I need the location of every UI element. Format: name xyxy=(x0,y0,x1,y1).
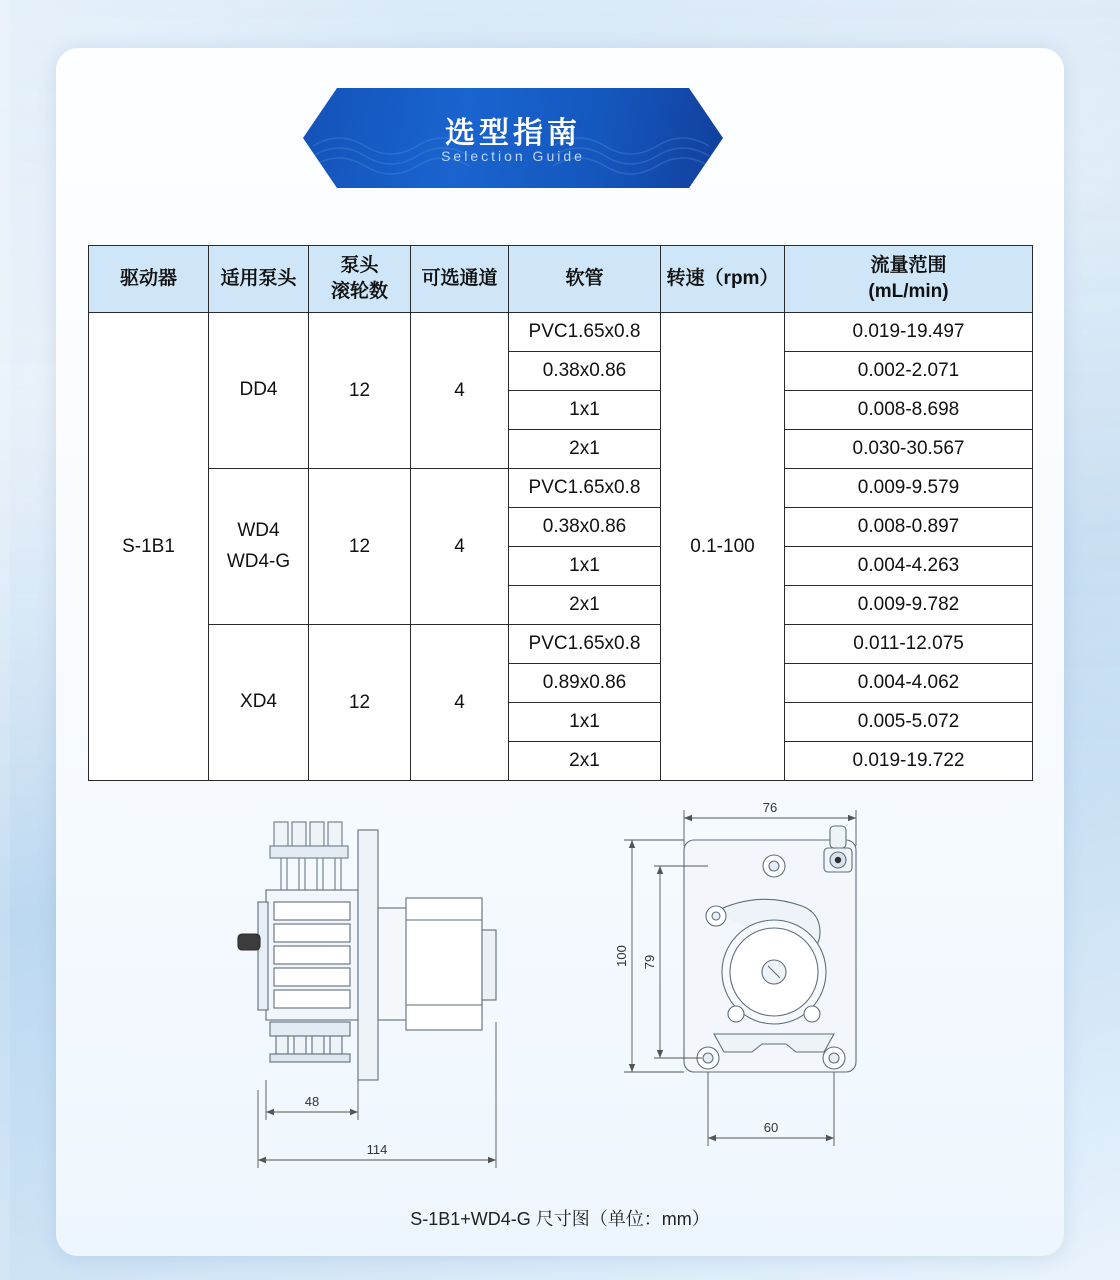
header-flow xyxy=(785,246,1033,313)
header-rollers-line1: 泵头 xyxy=(340,255,379,277)
header-channels: 可选通道 xyxy=(411,246,509,313)
table-body xyxy=(89,313,1033,781)
front-dim-60: 60 xyxy=(763,1120,779,1135)
cell-tube: 1x1 xyxy=(509,391,661,430)
cell-flow: 0.009-9.782 xyxy=(785,586,1033,625)
drawing-caption: S-1B1+WD4-G 尺寸图（单位：mm） xyxy=(410,1209,710,1229)
cell-flow: 0.009-9.579 xyxy=(785,469,1033,508)
cell-tube: 1x1 xyxy=(509,547,661,586)
cell-pump-head: XD4 xyxy=(209,625,309,781)
cell-flow: 0.030-30.567 xyxy=(785,430,1033,469)
cell-flow: 0.002-2.071 xyxy=(785,352,1033,391)
cell-flow: 0.008-8.698 xyxy=(785,391,1033,430)
cell-tube: PVC1.65x0.8 xyxy=(509,625,661,664)
table-row xyxy=(89,313,1033,352)
header-rollers xyxy=(309,246,411,313)
front-dim-76: 76 xyxy=(762,800,778,815)
cell-pump-head-line2: WD4-G xyxy=(226,550,291,572)
section-banner xyxy=(303,88,723,188)
cell-pump-head: DD4 xyxy=(209,313,309,469)
cell-pump-head xyxy=(209,469,309,625)
cell-channels: 4 xyxy=(411,625,509,781)
table-row xyxy=(89,469,1033,508)
cell-pump-head-line1: WD4 xyxy=(237,520,280,542)
cell-driver: S-1B1 xyxy=(89,313,209,781)
side-view-drawing xyxy=(238,822,496,1080)
cell-flow: 0.019-19.497 xyxy=(785,313,1033,352)
front-view-drawing xyxy=(684,826,856,1072)
header-speed: 转速（rpm） xyxy=(661,246,785,313)
cell-flow: 0.005-5.072 xyxy=(785,703,1033,742)
header-tube: 软管 xyxy=(509,246,661,313)
cell-flow: 0.019-19.722 xyxy=(785,742,1033,781)
selection-table-wrapper xyxy=(88,245,1032,781)
cell-rollers: 12 xyxy=(309,625,411,781)
cell-tube: 0.89x0.86 xyxy=(509,664,661,703)
side-dim-114: 114 xyxy=(366,1142,388,1157)
banner-title: 选型指南 xyxy=(445,117,581,150)
table-header-row xyxy=(89,246,1033,313)
front-dim-79: 79 xyxy=(642,954,657,970)
cell-tube: 2x1 xyxy=(509,742,661,781)
table-header xyxy=(89,246,1033,313)
header-pump-head: 适用泵头 xyxy=(209,246,309,313)
cell-flow: 0.004-4.062 xyxy=(785,664,1033,703)
cell-rollers: 12 xyxy=(309,313,411,469)
header-flow-line2: (mL/min) xyxy=(868,281,949,302)
cell-tube: 0.38x0.86 xyxy=(509,508,661,547)
front-dim-100: 100 xyxy=(614,945,629,967)
header-driver: 驱动器 xyxy=(89,246,209,313)
header-rollers-line2: 滚轮数 xyxy=(330,281,388,302)
cell-flow: 0.011-12.075 xyxy=(785,625,1033,664)
selection-table xyxy=(88,245,1033,781)
cell-tube: 0.38x0.86 xyxy=(509,352,661,391)
cell-channels: 4 xyxy=(411,469,509,625)
drawings-svg xyxy=(88,790,1032,1210)
cell-tube: PVC1.65x0.8 xyxy=(509,313,661,352)
banner-subtitle: Selection Guide xyxy=(441,148,585,164)
table-row xyxy=(89,625,1033,664)
cell-speed: 0.1-100 xyxy=(661,313,785,781)
dimension-drawings xyxy=(88,790,1032,1229)
cell-flow: 0.004-4.263 xyxy=(785,547,1033,586)
side-dim-48: 48 xyxy=(304,1094,320,1109)
cell-tube: 2x1 xyxy=(509,586,661,625)
header-flow-line1: 流量范围 xyxy=(870,255,947,277)
cell-rollers: 12 xyxy=(309,469,411,625)
cell-channels: 4 xyxy=(411,313,509,469)
cell-tube: 1x1 xyxy=(509,703,661,742)
cell-tube: PVC1.65x0.8 xyxy=(509,469,661,508)
cell-tube: 2x1 xyxy=(509,430,661,469)
cell-flow: 0.008-0.897 xyxy=(785,508,1033,547)
